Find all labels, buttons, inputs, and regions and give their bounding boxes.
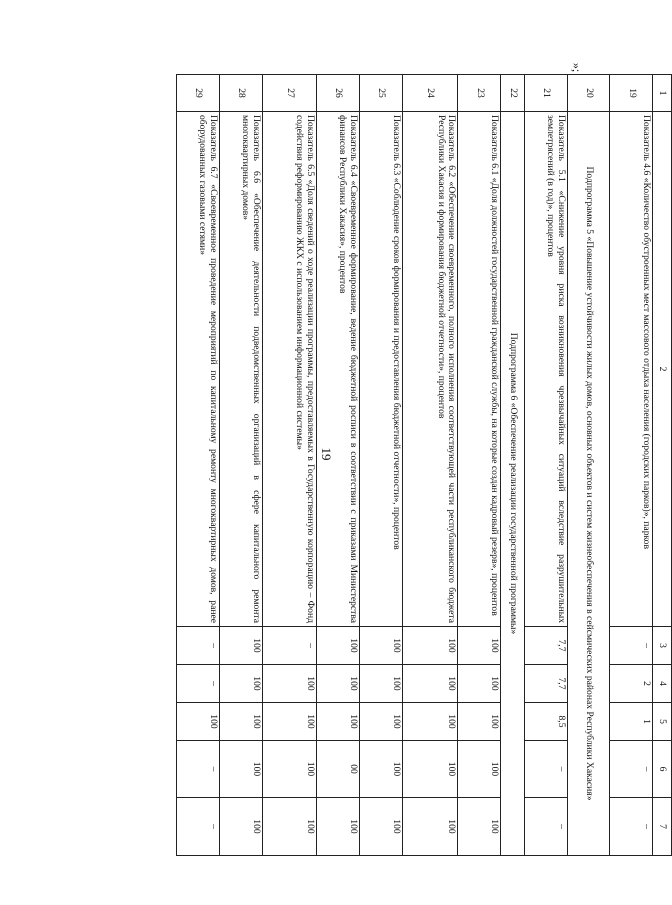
value-cell: 2 [610,665,653,703]
row-number: 21 [524,75,567,112]
value-cell: 100 [317,798,360,856]
header-cell: 4 [653,665,672,703]
indicator-name: Показатель 6.5 «Доля сведений о ходе реализации программы, предоставляемых в Государственную корпорацию – Фонд содействия реформированию ЖКХ с использованием информационной системы» [262,112,317,627]
value-cell: 100 [458,741,501,798]
value-cell: – [610,627,653,665]
value-cell: 100 [402,741,458,798]
rotated-table-container [176,74,672,855]
row-number: 24 [402,75,458,112]
trailing-mark: »; [570,62,585,73]
value-cell: 100 [458,798,501,856]
value-cell: – [524,741,567,798]
page-number: 19 [319,447,334,461]
indicator-name: Показатель 6.4 «Своевременное формирование, ведение бюджетной росписи в соответствии с приказами Министерства финансов Республики Хакасия», процентов [317,112,360,627]
value-cell: 100 [177,703,220,741]
value-cell: 100 [359,627,402,665]
value-cell: 100 [317,665,360,703]
table-row [458,75,501,856]
value-cell: 100 [262,798,317,856]
indicator-name: Показатель 5.1 «Снижение уровня риска возникновения чрезвычайных ситуаций вследствие разрушительных землетрясений (в год)», процентов [524,112,567,627]
indicator-name: Показатель 6.2 «Обеспечение своевременного, полного исполнения соответствующей части республиканского бюджета Республики Хакасия и формирования бюджетной отчетности», процентов [402,112,458,627]
row-number: 22 [501,75,525,112]
value-cell: 100 [402,627,458,665]
table-row [177,75,220,856]
value-cell: – [524,798,567,856]
indicator-name: Показатель 6.6 «Обеспечение деятельности подведомственных организаций в сфере капитального ремонта многоквартирных домов» [219,112,262,627]
value-cell: – [610,798,653,856]
value-cell: 100 [458,703,501,741]
indicator-name: Показатель 4.6 «Количество обустроенных мест массового отдыха населения (городских парков)», парков [610,112,653,627]
value-cell: – [177,741,220,798]
header-cell: 5 [653,703,672,741]
value-cell: 100 [317,627,360,665]
value-cell: 100 [402,703,458,741]
row-number: 26 [317,75,360,112]
indicator-name: Показатель 6.7 «Своевременное проведение мероприятий по капитальному ремонту многоквартирных домов, ранее оборудованных газовыми сетями» [177,112,220,627]
table-row [402,75,458,856]
value-cell: 100 [402,798,458,856]
table-row [610,75,653,856]
value-cell: 100 [359,798,402,856]
value-cell: 100 [359,665,402,703]
table-row [262,75,317,856]
header-cell: 7 [653,798,672,856]
value-cell: 100 [219,741,262,798]
table-row [317,75,360,856]
row-number: 28 [219,75,262,112]
value-cell: 100 [262,703,317,741]
indicators-table [176,74,672,856]
row-number: 23 [458,75,501,112]
value-cell: 100 [262,741,317,798]
table-body [177,75,672,856]
value-cell: 100 [359,703,402,741]
row-number: 20 [567,75,610,112]
section-title: Подпрограмма 6 «Обеспечение реализации государственной программы» [501,112,525,856]
value-cell: – [177,627,220,665]
section-row [501,75,525,856]
value-cell: 100 [219,703,262,741]
value-cell: 1 [610,703,653,741]
value-cell: 7,7 [524,627,567,665]
value-cell: – [177,665,220,703]
value-cell: – [610,741,653,798]
row-number: 29 [177,75,220,112]
value-cell: 100 [219,798,262,856]
value-cell: 7,7 [524,665,567,703]
section-row [567,75,610,856]
table-row [359,75,402,856]
table-row [219,75,262,856]
table-row [524,75,567,856]
value-cell: 00 [317,741,360,798]
value-cell: 100 [219,627,262,665]
value-cell: – [262,627,317,665]
header-row [653,75,672,856]
value-cell: 8,5 [524,703,567,741]
row-number: 19 [610,75,653,112]
value-cell: 100 [458,665,501,703]
value-cell: 100 [317,703,360,741]
header-cell: 6 [653,741,672,798]
value-cell: 100 [402,665,458,703]
row-number: 27 [262,75,317,112]
value-cell: 100 [359,741,402,798]
header-cell: 2 [653,112,672,627]
section-title: Подпрограмма 5 «Повышение устойчивости жилых домов, основных объектов и систем жизнеобеспечения в сейсмических районах Республики Хакасия» [567,112,610,856]
value-cell: 100 [458,627,501,665]
indicator-name: Показатель 6.3 «Соблюдение сроков формирования и предоставления бюджетной отчетности», процентов [359,112,402,627]
header-cell: 1 [653,75,672,112]
indicator-name: Показатель 6.1 «Доля должностей государственной гражданской службы, на которые создан кадровый резерв», процентов [458,112,501,627]
value-cell: – [177,798,220,856]
row-number: 25 [359,75,402,112]
value-cell: 100 [262,665,317,703]
header-cell: 3 [653,627,672,665]
value-cell: 100 [219,665,262,703]
